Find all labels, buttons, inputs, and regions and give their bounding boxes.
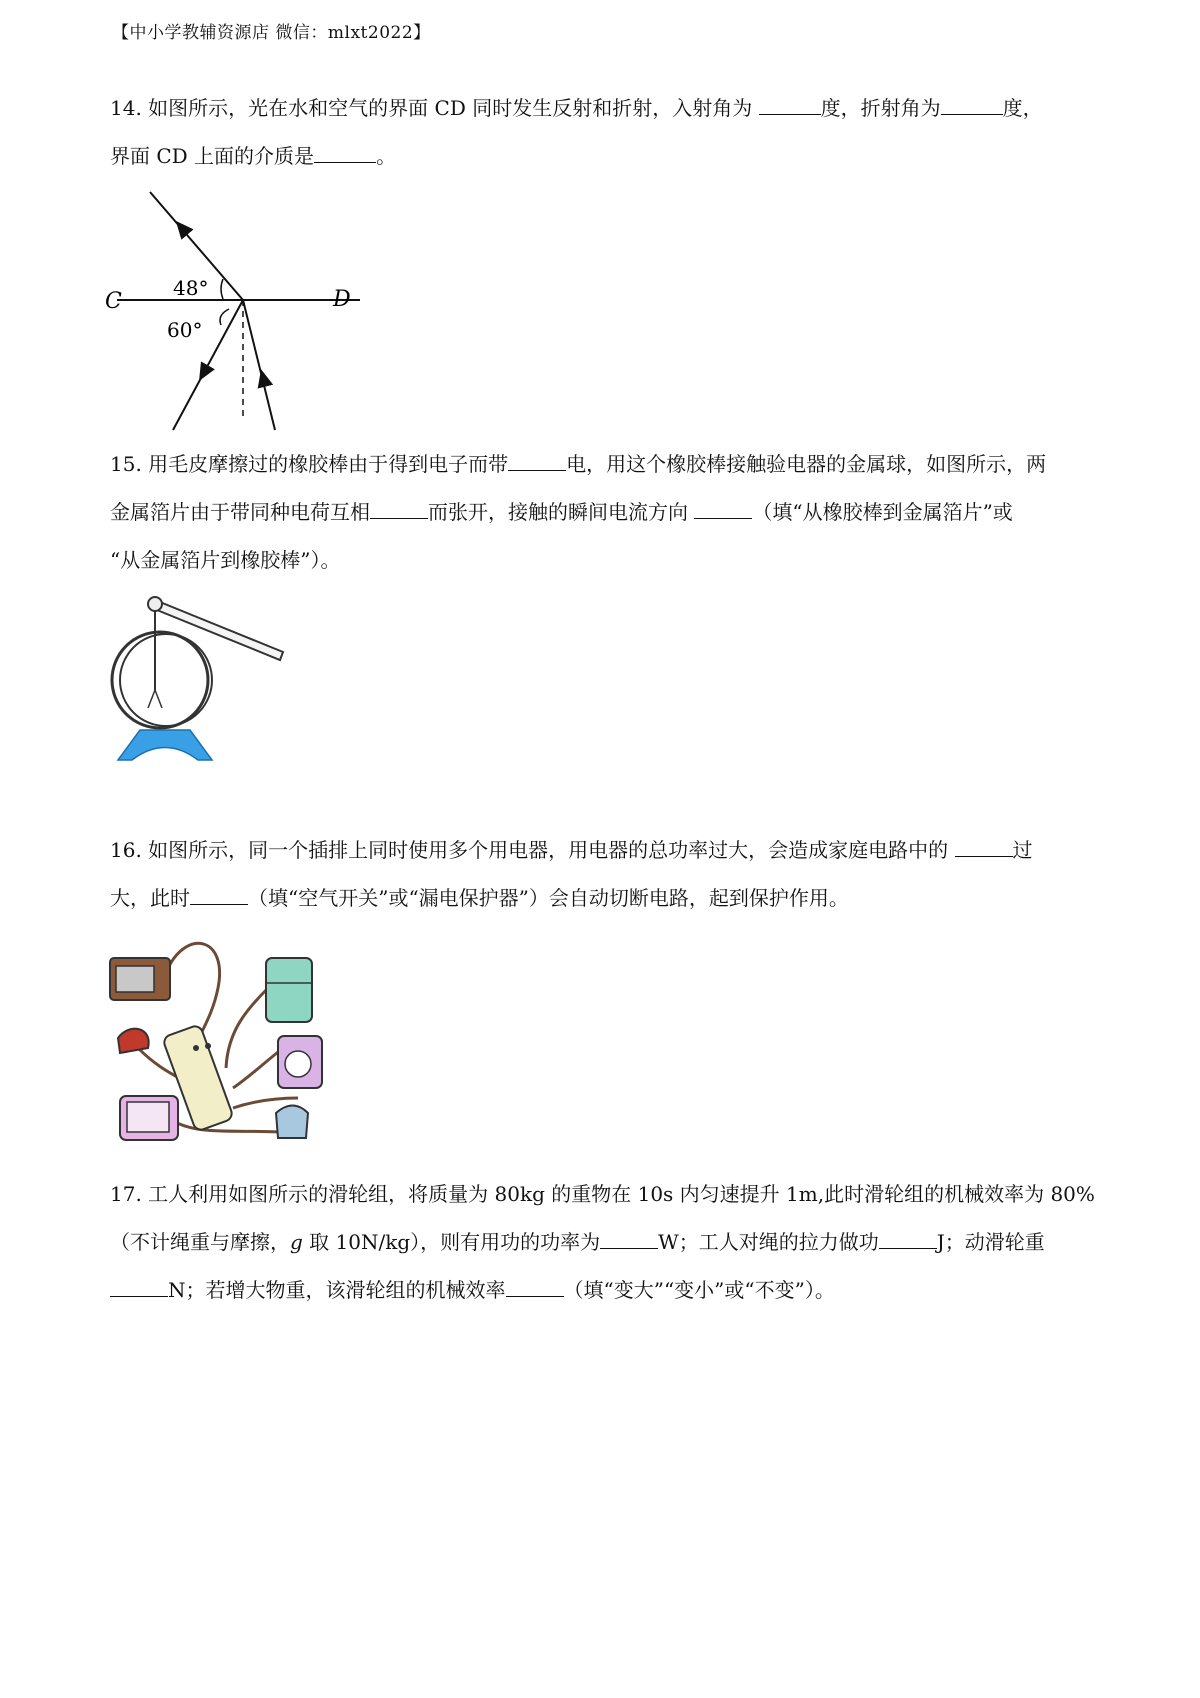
incident-ray bbox=[243, 300, 275, 430]
electric-iron bbox=[118, 1029, 149, 1053]
electric-kettle bbox=[276, 1106, 308, 1139]
q14-text-4: 界面 CD 上面的介质是 bbox=[110, 144, 315, 168]
label-d: D bbox=[333, 287, 351, 312]
rubber-rod bbox=[152, 600, 283, 660]
electroscope-ring-outer bbox=[112, 632, 208, 728]
q17-text-7: N；若增大物重，该滑轮组的机械效率 bbox=[168, 1278, 506, 1302]
angle-arc-60 bbox=[220, 309, 229, 325]
metal-leaf-left bbox=[148, 690, 155, 708]
q17-symbol-g: g bbox=[290, 1230, 303, 1254]
question-15 bbox=[110, 440, 1100, 584]
q15-text-5: （填“从橡胶棒到金属箔片”或 bbox=[752, 500, 1013, 524]
washer-door bbox=[285, 1051, 311, 1077]
electroscope-ring-inner bbox=[120, 634, 212, 726]
metal-ball bbox=[148, 597, 162, 611]
q17-blank-power[interactable] bbox=[600, 1228, 658, 1249]
power-strip-eye-right bbox=[205, 1043, 211, 1049]
metal-leaf-right bbox=[155, 690, 162, 708]
q16-text-2: 过 bbox=[1012, 838, 1033, 862]
q15-blank-current[interactable] bbox=[694, 498, 752, 519]
q14-text-5: 。 bbox=[376, 144, 397, 168]
microwave-window bbox=[116, 966, 154, 992]
q17-text-5: W；工人对绳的拉力做功 bbox=[658, 1230, 879, 1254]
question-17 bbox=[110, 1170, 1100, 1314]
q17-text-8: （填“变大”“变小”或“不变”）。 bbox=[563, 1278, 835, 1302]
q15-blank-charge[interactable] bbox=[508, 450, 566, 471]
light-refraction-diagram bbox=[105, 185, 385, 435]
q15-text-3: 金属箔片由于带同种电荷互相 bbox=[110, 500, 370, 524]
q14-blank-medium[interactable] bbox=[314, 142, 376, 163]
q15-text-1: 15. 用毛皮摩擦过的橡胶棒由于得到电子而带 bbox=[110, 452, 509, 476]
q17-blank-efficiency[interactable] bbox=[506, 1276, 564, 1297]
angle-arc-48 bbox=[221, 279, 223, 299]
q17-text-4: 取 10N/kg），则有用功的功率为 bbox=[302, 1230, 601, 1254]
label-c: C bbox=[105, 289, 122, 314]
angle-label-48: 48° bbox=[173, 276, 209, 300]
tv-screen bbox=[127, 1102, 169, 1132]
power-strip-eye-left bbox=[193, 1045, 199, 1051]
question-16 bbox=[110, 826, 1100, 922]
q15-blank-repel[interactable] bbox=[370, 498, 428, 519]
page-header: 【中小学教辅资源店 微信：mlxt2022】 bbox=[112, 23, 431, 43]
q14-blank-incidence[interactable] bbox=[759, 94, 821, 115]
q17-blank-work[interactable] bbox=[879, 1228, 937, 1249]
electroscope-figure bbox=[110, 590, 290, 765]
electroscope-stand bbox=[118, 730, 212, 760]
q14-text-1: 14. 如图所示，光在水和空气的界面 CD 同时发生反射和折射，入射角为 bbox=[110, 96, 759, 120]
q14-text-2: 度，折射角为 bbox=[820, 96, 941, 120]
cord-3 bbox=[233, 1048, 283, 1088]
q15-text-6: “从金属箔片到橡胶棒”）。 bbox=[110, 548, 341, 572]
q16-blank-device[interactable] bbox=[190, 884, 248, 905]
q16-text-1: 16. 如图所示，同一个插排上同时使用多个用电器，用电器的总功率过大，会造成家庭电路中的 bbox=[110, 838, 955, 862]
question-14 bbox=[110, 84, 1100, 180]
q14-blank-refraction[interactable] bbox=[941, 94, 1003, 115]
angle-label-60: 60° bbox=[167, 318, 203, 342]
reflected-ray-arrow bbox=[203, 367, 207, 374]
refrigerator bbox=[266, 958, 312, 1022]
q16-text-3: 大，此时 bbox=[110, 886, 190, 910]
q17-text-6: J；动滑轮重 bbox=[936, 1230, 1045, 1254]
q16-text-4: （填“空气开关”或“漏电保护器”）会自动切断电路，起到保护作用。 bbox=[248, 886, 849, 910]
q15-text-4: 而张开，接触的瞬间电流方向 bbox=[428, 500, 695, 524]
q17-text-1: 17. 工人利用如图所示的滑轮组，将质量为 80kg 的重物在 10s 内匀速提升 1m,此时滑轮组的机械效率为 80% bbox=[110, 1182, 1095, 1206]
q17-blank-pulley-weight[interactable] bbox=[110, 1276, 168, 1297]
overloaded-power-strip-figure bbox=[108, 928, 348, 1153]
q17-text-2: （不计绳重与摩擦， bbox=[110, 1230, 290, 1254]
q14-text-3: 度， bbox=[1002, 96, 1043, 120]
q15-text-2: 电，用这个橡胶棒接触验电器的金属球，如图所示，两 bbox=[566, 452, 1047, 476]
q16-blank-current[interactable] bbox=[955, 836, 1013, 857]
